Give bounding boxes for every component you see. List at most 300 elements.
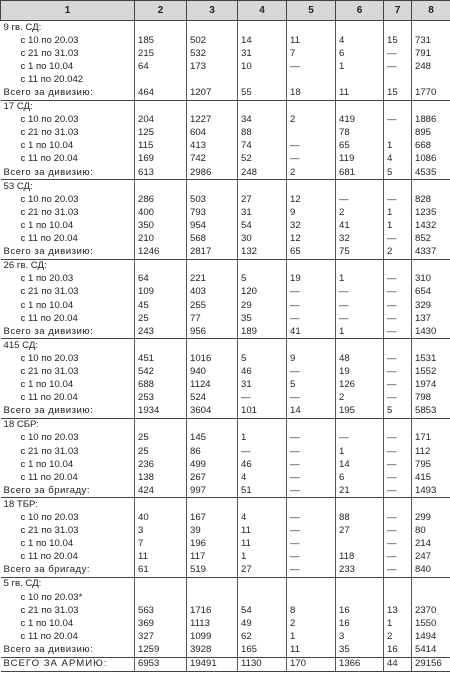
table-cell: —	[384, 365, 412, 378]
table-cell: 204	[135, 114, 187, 127]
table-cell: 742	[187, 153, 238, 166]
table-cell: 1550	[412, 617, 450, 630]
table-cell	[412, 100, 450, 114]
table-cell: —	[384, 564, 412, 578]
table-cell: 125	[135, 127, 187, 140]
table-cell: 165	[238, 643, 287, 657]
table-cell	[135, 339, 187, 353]
table-cell	[412, 21, 450, 35]
table-cell	[412, 259, 450, 273]
table-cell: 5853	[412, 405, 450, 419]
table-cell: 1	[336, 325, 384, 339]
table-cell	[384, 100, 412, 114]
table-cell: 138	[135, 471, 187, 484]
table-cell: 1259	[135, 643, 187, 657]
table-cell: —	[287, 312, 336, 325]
table-cell: 415	[412, 471, 450, 484]
table-cell	[384, 498, 412, 512]
table-cell: 286	[135, 193, 187, 206]
table-cell	[238, 73, 287, 86]
table-cell: 14	[238, 34, 287, 47]
table-cell: 11	[135, 551, 187, 564]
column-header: 5	[287, 1, 336, 21]
table-cell: 5	[384, 405, 412, 419]
table-cell: 221	[187, 273, 238, 286]
table-cell	[238, 100, 287, 114]
table-row	[1, 127, 450, 140]
row-label: с 21 по 31.03	[20, 286, 79, 298]
table-cell: 299	[412, 511, 450, 524]
table-cell	[336, 538, 384, 551]
table-cell: 6	[336, 47, 384, 60]
table-cell: —	[384, 471, 412, 484]
row-label: Всего за дивизию:	[1, 325, 135, 339]
table-cell: 19491	[187, 657, 238, 671]
table-cell: 997	[187, 484, 238, 498]
table-row	[1, 219, 450, 232]
table-cell	[287, 591, 336, 604]
table-cell: 795	[412, 458, 450, 471]
table-row	[1, 246, 450, 260]
table-cell	[412, 180, 450, 194]
table-cell: —	[336, 312, 384, 325]
row-label: с 1 по 10.04	[20, 379, 74, 391]
table-cell: 52	[238, 153, 287, 166]
table-cell: 350	[135, 219, 187, 232]
table-cell: 120	[238, 286, 287, 299]
table-cell: —	[287, 365, 336, 378]
table-cell: 41	[287, 325, 336, 339]
table-cell: 14	[287, 405, 336, 419]
table-row	[1, 564, 450, 578]
table-cell: 1531	[412, 352, 450, 365]
table-cell: 654	[412, 286, 450, 299]
table-cell: 77	[187, 312, 238, 325]
table-cell: 16	[336, 617, 384, 630]
table-cell: 25	[135, 432, 187, 445]
row-label: с 10 по 20.03	[20, 352, 79, 364]
table-cell: 18	[287, 86, 336, 100]
table-cell	[336, 100, 384, 114]
table-cell: 40	[135, 511, 187, 524]
table-cell: 524	[187, 392, 238, 405]
table-cell: 25	[135, 445, 187, 458]
table-cell: 8	[287, 604, 336, 617]
table-cell: 1886	[412, 114, 450, 127]
table-cell: 215	[135, 47, 187, 60]
table-cell: 3	[135, 525, 187, 538]
table-cell: —	[384, 379, 412, 392]
table-cell: 46	[238, 365, 287, 378]
table-cell: 54	[238, 219, 287, 232]
table-cell: 49	[238, 617, 287, 630]
table-row	[1, 577, 450, 591]
row-label: Всего за дивизию:	[1, 643, 135, 657]
table-cell: —	[287, 551, 336, 564]
table-cell	[412, 418, 450, 432]
table-cell: 940	[187, 365, 238, 378]
table-cell: 32	[287, 219, 336, 232]
table-cell: 48	[336, 352, 384, 365]
table-cell: 171	[412, 432, 450, 445]
row-label: с 1 по 10.04	[20, 538, 74, 550]
table-cell: 214	[412, 538, 450, 551]
table-cell: 2	[384, 630, 412, 643]
table-cell	[187, 591, 238, 604]
table-cell: 7	[135, 538, 187, 551]
table-cell: 3	[336, 630, 384, 643]
row-label: 26 гв. СД:	[3, 260, 47, 272]
table-cell: 11	[336, 86, 384, 100]
table-cell	[135, 591, 187, 604]
table-row	[1, 259, 450, 273]
table-cell: 78	[336, 127, 384, 140]
table-cell: 4	[238, 511, 287, 524]
table-cell: 117	[187, 551, 238, 564]
table-row	[1, 418, 450, 432]
table-row	[1, 47, 450, 60]
table-cell	[287, 21, 336, 35]
table-row	[1, 34, 450, 47]
table-cell: 3604	[187, 405, 238, 419]
table-cell	[187, 180, 238, 194]
table-cell: 170	[287, 657, 336, 671]
table-cell: 126	[336, 379, 384, 392]
table-cell: 64	[135, 60, 187, 73]
table-cell: —	[287, 484, 336, 498]
row-label: с 10 по 20.03*	[20, 591, 83, 603]
table-row	[1, 538, 450, 551]
table-cell: —	[287, 299, 336, 312]
table-cell: 1016	[187, 352, 238, 365]
table-cell: 25	[135, 312, 187, 325]
table-cell: —	[384, 47, 412, 60]
table-cell	[135, 180, 187, 194]
table-cell: 30	[238, 233, 287, 246]
row-label: с 11 по 20.04	[20, 630, 78, 642]
table-cell	[412, 591, 450, 604]
table-cell: 1	[384, 219, 412, 232]
table-cell: 542	[135, 365, 187, 378]
table-row	[1, 114, 450, 127]
column-header: 8	[412, 1, 450, 21]
table-cell: 34	[238, 114, 287, 127]
column-header: 6	[336, 1, 384, 21]
table-cell: —	[384, 286, 412, 299]
table-cell: 424	[135, 484, 187, 498]
table-cell: —	[287, 60, 336, 73]
table-cell	[384, 577, 412, 591]
table-row	[1, 286, 450, 299]
table-cell: —	[384, 445, 412, 458]
table-cell	[384, 591, 412, 604]
table-cell	[135, 259, 187, 273]
row-label: с 21 по 31.03	[20, 47, 79, 59]
table-cell	[336, 591, 384, 604]
table-cell	[238, 577, 287, 591]
table-cell: —	[238, 392, 287, 405]
table-cell: 1	[384, 206, 412, 219]
table-cell: —	[287, 140, 336, 153]
table-cell: —	[384, 551, 412, 564]
table-cell: —	[384, 312, 412, 325]
table-row	[1, 511, 450, 524]
table-cell: —	[384, 538, 412, 551]
table-cell: 14	[336, 458, 384, 471]
table-cell: —	[384, 299, 412, 312]
row-label: с 10 по 20.03	[20, 512, 79, 524]
row-label: с 21 по 31.03	[20, 206, 79, 218]
table-cell: 267	[187, 471, 238, 484]
table-cell: —	[384, 511, 412, 524]
table-cell: —	[336, 299, 384, 312]
table-cell: 11	[287, 643, 336, 657]
table-cell: 604	[187, 127, 238, 140]
row-label: Всего за бригаду:	[1, 564, 135, 578]
row-label: с 21 по 31.03	[20, 445, 79, 457]
table-cell: 451	[135, 352, 187, 365]
row-label: с 21 по 31.03	[20, 365, 79, 377]
table-cell: 5	[238, 273, 287, 286]
table-cell: 828	[412, 193, 450, 206]
row-label: Всего за дивизию:	[1, 86, 135, 100]
table-cell: 233	[336, 564, 384, 578]
table-row	[1, 140, 450, 153]
table-cell: 119	[336, 153, 384, 166]
row-label: с 10 по 20.03	[20, 34, 79, 46]
row-label: с 11 по 20.04	[20, 392, 78, 404]
table-cell: 895	[412, 127, 450, 140]
table-cell: 1130	[238, 657, 287, 671]
table-row	[1, 432, 450, 445]
table-cell	[135, 100, 187, 114]
table-cell	[187, 339, 238, 353]
table-cell	[238, 498, 287, 512]
table-cell: —	[384, 352, 412, 365]
row-label: 17 СД:	[3, 101, 33, 113]
table-cell: 1	[336, 445, 384, 458]
table-cell: —	[287, 458, 336, 471]
table-cell: 16	[384, 643, 412, 657]
table-cell: —	[384, 114, 412, 127]
row-label: с 1 по 20.03	[20, 273, 74, 285]
table-cell: 44	[384, 657, 412, 671]
table-row	[1, 233, 450, 246]
row-label: Всего за дивизию:	[1, 246, 135, 260]
table-cell: 369	[135, 617, 187, 630]
table-cell	[412, 73, 450, 86]
table-cell: 118	[336, 551, 384, 564]
table-cell: 793	[187, 206, 238, 219]
table-cell	[135, 73, 187, 86]
table-cell: 29156	[412, 657, 450, 671]
table-cell	[187, 259, 238, 273]
row-label: с 1 по 10.04	[20, 219, 74, 231]
row-label: с 11 по 20.04	[20, 312, 78, 324]
table-row	[1, 405, 450, 419]
table-cell: 2	[287, 166, 336, 180]
table-cell: 954	[187, 219, 238, 232]
table-cell: 55	[238, 86, 287, 100]
table-cell: 1	[238, 551, 287, 564]
table-cell: —	[287, 564, 336, 578]
table-cell	[287, 339, 336, 353]
table-cell: 11	[238, 538, 287, 551]
row-label: с 11 по 20.042	[20, 73, 84, 85]
row-label: ВСЕГО ЗА АРМИЮ:	[1, 657, 135, 671]
table-cell: 1235	[412, 206, 450, 219]
table-cell: 6953	[135, 657, 187, 671]
table-cell: 61	[135, 564, 187, 578]
row-label: Всего за бригаду:	[1, 484, 135, 498]
table-cell: 1227	[187, 114, 238, 127]
row-label: с 11 по 20.04	[20, 233, 78, 245]
table-cell: 1	[238, 432, 287, 445]
table-cell: —	[287, 432, 336, 445]
table-cell	[336, 259, 384, 273]
table-cell: 563	[135, 604, 187, 617]
table-cell	[187, 577, 238, 591]
table-cell: 75	[336, 246, 384, 260]
table-cell: 41	[336, 219, 384, 232]
table-cell: 145	[187, 432, 238, 445]
table-row	[1, 339, 450, 353]
table-cell	[187, 418, 238, 432]
table-cell: 1124	[187, 379, 238, 392]
table-cell: 196	[187, 538, 238, 551]
table-cell: 1366	[336, 657, 384, 671]
table-row	[1, 193, 450, 206]
table-row	[1, 617, 450, 630]
table-cell: 112	[412, 445, 450, 458]
table-cell: 31	[238, 47, 287, 60]
column-header: 7	[384, 1, 412, 21]
table-cell: 413	[187, 140, 238, 153]
table-cell: 32	[336, 233, 384, 246]
table-cell: 840	[412, 564, 450, 578]
table-row	[1, 21, 450, 35]
table-cell: 2	[336, 206, 384, 219]
table-cell	[135, 418, 187, 432]
table-cell: 248	[412, 60, 450, 73]
table-cell: 64	[135, 273, 187, 286]
table-row	[1, 312, 450, 325]
table-cell: 2	[287, 617, 336, 630]
table-row	[1, 299, 450, 312]
table-cell: 668	[412, 140, 450, 153]
table-cell: 4535	[412, 166, 450, 180]
table-cell: 1716	[187, 604, 238, 617]
table-cell: 46	[238, 458, 287, 471]
table-row	[1, 657, 450, 671]
table-cell: 5	[384, 166, 412, 180]
table-cell	[287, 100, 336, 114]
table-cell: 195	[336, 405, 384, 419]
row-label: Всего за дивизию:	[1, 166, 135, 180]
table-cell: 29	[238, 299, 287, 312]
table-cell: —	[336, 432, 384, 445]
table-cell: 681	[336, 166, 384, 180]
table-cell: —	[287, 392, 336, 405]
table-cell	[384, 127, 412, 140]
table-cell: 1086	[412, 153, 450, 166]
table-cell: 243	[135, 325, 187, 339]
table-cell	[336, 21, 384, 35]
table-cell: 956	[187, 325, 238, 339]
table-cell: 464	[135, 86, 187, 100]
table-cell: 4	[384, 153, 412, 166]
table-row	[1, 551, 450, 564]
table-cell: 3928	[187, 643, 238, 657]
table-cell: 236	[135, 458, 187, 471]
table-cell: 1770	[412, 86, 450, 100]
table-cell: —	[384, 273, 412, 286]
table-cell: 10	[238, 60, 287, 73]
table-cell: 35	[238, 312, 287, 325]
table-row	[1, 166, 450, 180]
table-cell: 137	[412, 312, 450, 325]
table-cell: 27	[238, 193, 287, 206]
table-cell: 400	[135, 206, 187, 219]
table-row	[1, 604, 450, 617]
table-cell: 31	[238, 379, 287, 392]
table-cell: 12	[287, 233, 336, 246]
table-cell	[336, 577, 384, 591]
table-cell: —	[287, 153, 336, 166]
table-cell: 1	[336, 273, 384, 286]
table-cell: 791	[412, 47, 450, 60]
table-row	[1, 73, 450, 86]
table-cell: 6	[336, 471, 384, 484]
table-cell: 88	[336, 511, 384, 524]
table-row	[1, 153, 450, 166]
table-cell	[384, 21, 412, 35]
row-label: Всего за дивизию:	[1, 405, 135, 419]
table-row	[1, 643, 450, 657]
table-cell: 1552	[412, 365, 450, 378]
table-cell: 327	[135, 630, 187, 643]
table-cell	[287, 73, 336, 86]
table-cell: —	[287, 538, 336, 551]
table-cell: —	[384, 484, 412, 498]
table-cell: 35	[336, 643, 384, 657]
table-cell	[384, 259, 412, 273]
table-cell: —	[384, 458, 412, 471]
row-label: с 21 по 31.03	[20, 525, 79, 537]
table-cell: 101	[238, 405, 287, 419]
table-cell	[384, 339, 412, 353]
table-cell: —	[287, 445, 336, 458]
table-cell	[187, 498, 238, 512]
table-cell: 1974	[412, 379, 450, 392]
row-label: с 11 по 20.04	[20, 471, 78, 483]
table-cell: 419	[336, 114, 384, 127]
column-header: 4	[238, 1, 287, 21]
table-cell: 503	[187, 193, 238, 206]
row-label: с 11 по 20.04	[20, 551, 78, 563]
table-cell: 86	[187, 445, 238, 458]
table-body	[1, 21, 450, 672]
table-cell: 1	[384, 617, 412, 630]
table-cell: —	[287, 511, 336, 524]
table-cell	[336, 73, 384, 86]
row-label: 18 ТБР:	[3, 498, 38, 510]
table-cell: —	[384, 60, 412, 73]
table-cell: 4	[336, 34, 384, 47]
row-label: 53 СД:	[3, 180, 33, 192]
table-cell: 310	[412, 273, 450, 286]
table-cell: 88	[238, 127, 287, 140]
